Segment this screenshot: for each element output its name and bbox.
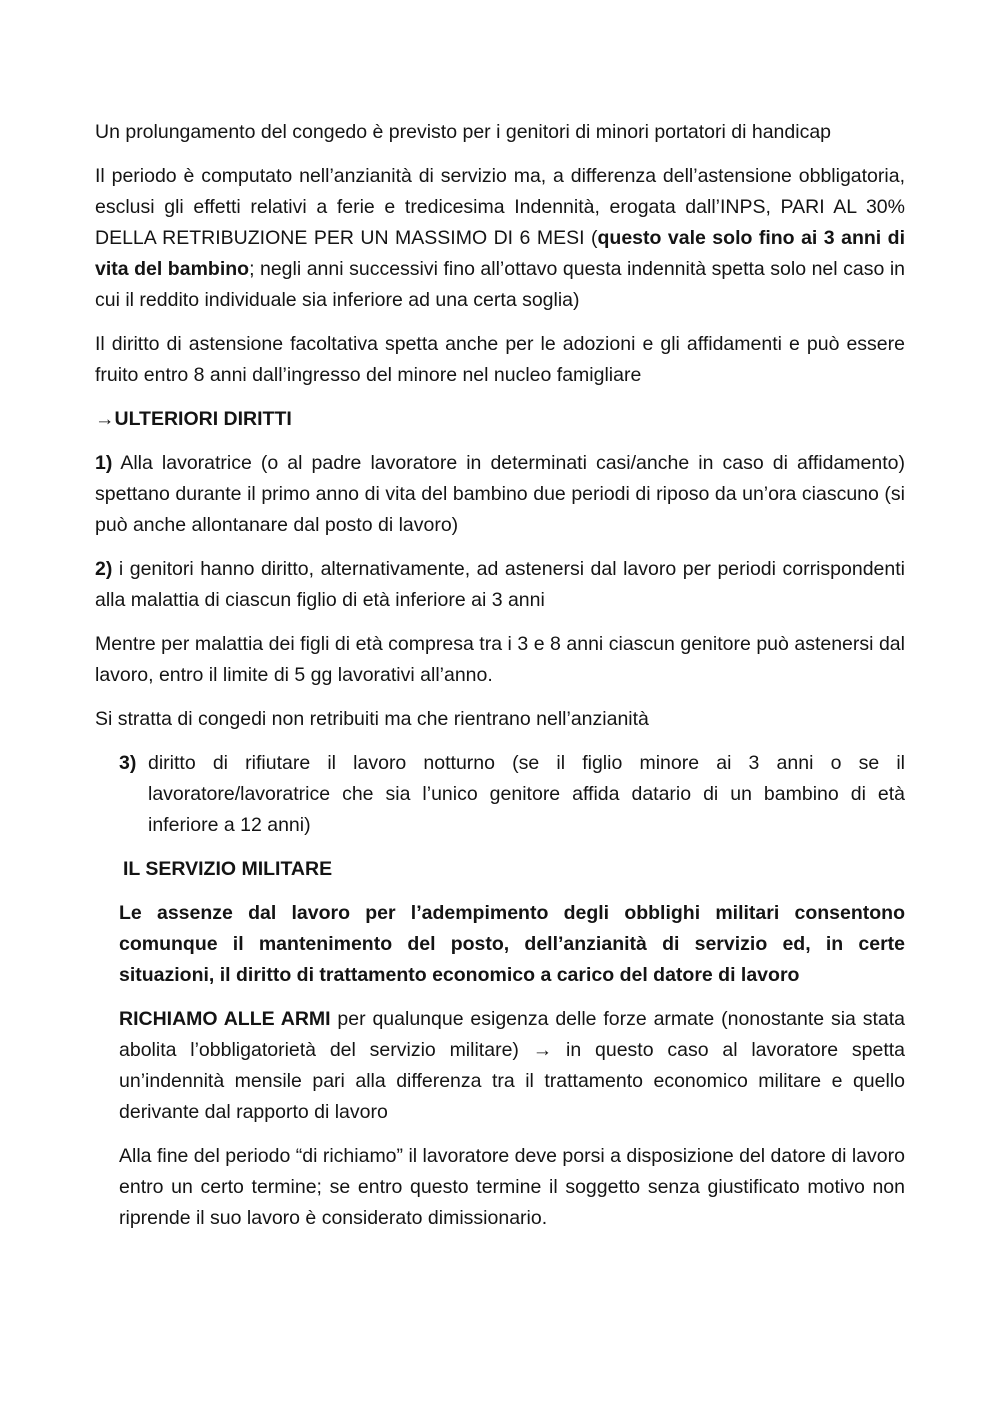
list-item-2 bbox=[95, 554, 905, 616]
list-number: 2) bbox=[95, 558, 113, 580]
bold-text: questo vale solo fino ai 3 anni di vita del bambino bbox=[95, 227, 905, 280]
bold-text: Le assenze dal lavoro per l’adempimento degli obblighi militari consentono comunque il mantenimento del posto, dell’anzianità di servizio ed, in certe situazioni, il diritto di trattamento economico a carico del datore di lavoro bbox=[119, 902, 905, 986]
heading-ulteriori-diritti bbox=[95, 404, 905, 435]
list-item-3 bbox=[119, 748, 905, 841]
paragraph-text: in questo caso al lavoratore spetta un’indennità mensile pari alla differenza tra il trattamento economico militare e quello derivante dal rapporto di lavoro bbox=[119, 1039, 905, 1123]
paragraph-text: Alla fine del periodo “di richiamo” il lavoratore deve porsi a disposizione del datore di lavoro entro un certo termine; se entro questo termine il soggetto senza giustificato motivo non riprende il suo lavoro è considerato dimissionario. bbox=[119, 1145, 905, 1229]
paragraph-periodo-computato bbox=[95, 161, 905, 316]
heading-text: IL SERVIZIO MILITARE bbox=[123, 858, 333, 880]
list-number: 3) bbox=[119, 752, 137, 774]
heading-servizio-militare bbox=[123, 854, 905, 885]
paragraph-stratta bbox=[95, 704, 905, 735]
paragraph-text: Mentre per malattia dei figli di età compresa tra i 3 e 8 anni ciascun genitore può astenersi dal lavoro, entro il limite di 5 gg lavorativi all’anno. bbox=[95, 633, 905, 686]
paragraph-astensione-facoltativa bbox=[95, 329, 905, 391]
document-page bbox=[95, 117, 905, 1247]
list-text: diritto di rifiutare il lavoro notturno (se il figlio minore ai 3 anni o se il lavoratore/lavoratrice che sia l’unico genitore affida datario di un bambino di età inferiore a 12 anni) bbox=[148, 752, 905, 836]
paragraph-prolungamento bbox=[95, 117, 905, 148]
paragraph-richiamo bbox=[119, 1004, 905, 1128]
list-text: i genitori hanno diritto, alternativamente, ad astenersi dal lavoro per periodi corrispondenti alla malattia di ciascun figlio di età inferiore ai 3 anni bbox=[95, 558, 905, 611]
paragraph-text: Si stratta di congedi non retribuiti ma che rientrano nell’anzianità bbox=[95, 708, 649, 730]
paragraph-assenze bbox=[119, 898, 905, 991]
bold-text: RICHIAMO ALLE ARMI bbox=[119, 1008, 331, 1030]
arrow-right-icon: → bbox=[532, 1039, 553, 1061]
paragraph-text: Un prolungamento del congedo è previsto per i genitori di minori portatori di handicap bbox=[95, 121, 832, 143]
paragraph-fine-periodo bbox=[119, 1141, 905, 1234]
paragraph-text: Il periodo è computato nell’anzianità di servizio ma, a differenza dell’astensione obbligatoria, esclusi gli effetti relativi a ferie e tredicesima Indennità, erogata dall’INPS, PARI AL 30% DELLA RETRIBUZIONE PER UN MASSIMO DI 6 MESI ( bbox=[95, 165, 905, 249]
heading-text: ULTERIORI DIRITTI bbox=[114, 408, 292, 430]
paragraph-text: Il diritto di astensione facoltativa spetta anche per le adozioni e gli affidamenti e può essere fruito entro 8 anni dall’ingresso del minore nel nucleo famigliare bbox=[95, 333, 905, 386]
list-item-1 bbox=[95, 448, 905, 541]
list-number: 1) bbox=[95, 452, 113, 474]
paragraph-text: ; negli anni successivi fino all’ottavo questa indennità spetta solo nel caso in cui il reddito individuale sia inferiore ad una certa soglia) bbox=[95, 258, 905, 311]
paragraph-mentre bbox=[95, 629, 905, 691]
arrow-right-icon: → bbox=[95, 408, 115, 430]
list-text: Alla lavoratrice (o al padre lavoratore in determinati casi/anche in caso di affidamento) spettano durante il primo anno di vita del bambino due periodi di riposo da un’ora ciascuno (si può anche allontanare dal posto di lavoro) bbox=[95, 452, 905, 536]
paragraph-text: per qualunque esigenza delle forze armate (nonostante sia stata abolita l’obbligatorietà del servizio militare) bbox=[119, 1008, 906, 1061]
